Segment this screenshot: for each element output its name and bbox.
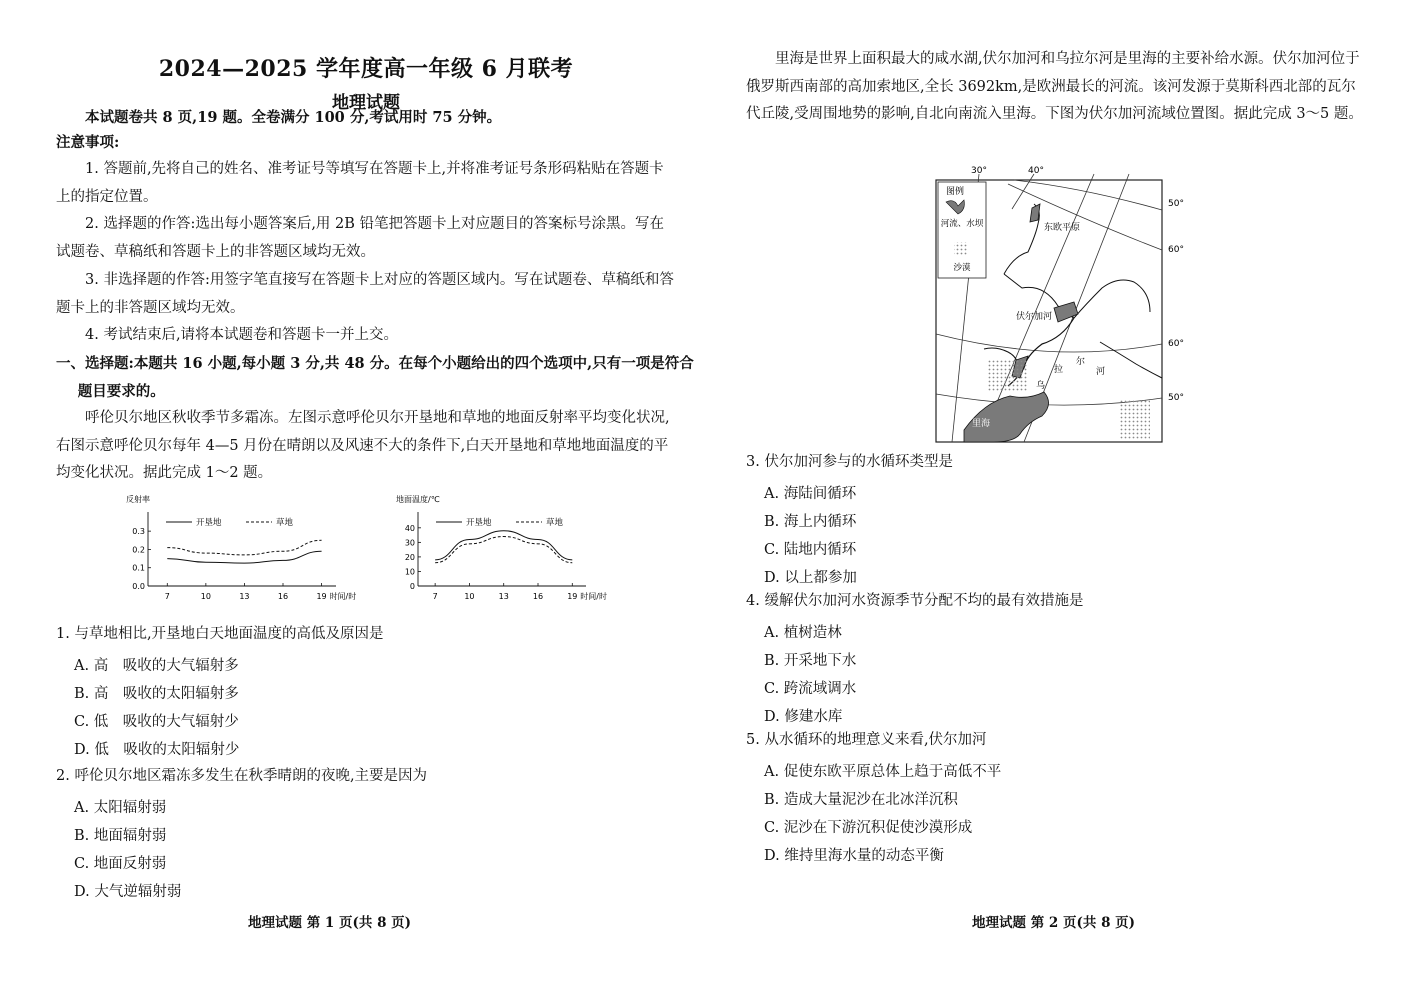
legend-desert-icon [954,242,968,256]
label-caspian-sea: 里海 [972,419,991,429]
lon-label-40: 40° [1028,166,1044,176]
q5-option-b: B. 造成大量泥沙在北冰洋沉积 [764,792,958,808]
x-tick-label: 10 [464,592,475,601]
q5-option-c: C. 泥沙在下游沉积促使沙漠形成 [764,820,973,836]
lat-label-2: 60° [1168,245,1184,255]
x-tick-label: 16 [532,592,544,601]
q2-option-c: C. 地面反射弱 [74,856,167,872]
y-tick-label: 10 [404,567,415,577]
ground-temp-chart [390,492,610,616]
notice-4: 4. 考试结束后,请将本试题卷和答题卡一并上交。 [85,327,399,343]
q1-stem: 1. 与草地相比,开垦地白天地面温度的高低及原因是 [56,626,384,642]
label-ural-2: 尔 [1076,357,1086,367]
notice-3: 3. 非选择题的作答:用签字笔直接写在答题卡上对应的答题区域内。写在试题卷、草稿纸和答题卡上的非答题区域均无效。 [56,272,674,316]
label-east-european-plain: 东欧平原 [1044,223,1081,233]
q2-stem: 2. 呼伦贝尔地区霜冻多发生在秋季晴朗的夜晚,主要是因为 [56,768,428,784]
material-1-2: 呼伦贝尔地区秋收季节多霜冻。左图示意呼伦贝尔开垦地和草地的地面反射率平均变化状况,右图示意呼伦贝尔每年 4—5 月份在晴朗以及风速不大的条件下,白天开垦地和草地地面温度的平均变化状况。据此完成 1～2 题。 [56,410,670,481]
y-tick-label: 0 [409,582,415,591]
desert-area-1 [988,360,1028,392]
ground-temp-chart-svg [390,492,610,612]
volga-map-svg [924,164,1194,446]
q5-option-a: A. 促使东欧平原总体上趋于高低不平 [764,764,1002,780]
exam-intro: 本试题卷共 8 页,19 题。全卷满分 100 分,考试用时 75 分钟。 [85,109,502,126]
x-tick-label: 7 [164,592,170,601]
q1-option-c: C. 低 吸收的大气辐射少 [74,714,239,730]
y-tick-label: 40 [404,523,415,533]
q5-option-d: D. 维持里海水量的动态平衡 [764,848,944,864]
x-tick-label: 16 [277,592,289,601]
q4-stem: 4. 缓解伏尔加河水资源季节分配不均的最有效措施是 [746,593,1084,609]
series-line-1 [167,540,321,555]
exam-title: 2024—2025 学年度高一年级 6 月联考 [158,56,574,82]
q3-option-a: A. 海陆间循环 [764,486,857,502]
lat-label-4: 50° [1168,393,1184,403]
lat-label-3: 60° [1168,339,1184,349]
q5-stem: 5. 从水循环的地理意义来看,伏尔加河 [746,732,987,748]
series-line-1 [435,537,572,563]
legend-desert-label: 沙漠 [953,263,971,273]
page-2-footer: 地理试题 第 2 页(共 8 页) [972,915,1136,931]
label-wu: 乌 [1036,381,1046,391]
series-line-0 [167,551,321,563]
y-tick-label: 30 [404,538,415,548]
legend-label-1: 草地 [276,518,294,528]
q1-option-a: A. 高 吸收的大气辐射多 [74,658,239,674]
section-heading: 一、选择题:本题共 16 小题,每小题 3 分,共 48 分。在每个小题给出的四个选项中,只有一项是符合题目要求的。 [56,355,694,400]
legend-label-0: 开垦地 [466,518,492,528]
material-3-5: 里海是世界上面积最大的咸水湖,伏尔加河和乌拉尔河是里海的主要补给水源。伏尔加河位于俄罗斯西南部的高加索地区,全长 3692km,是欧洲最长的河流。该河发源于莫斯科西北部的瓦尔代丘陵,受周围地势的影响,自北向南流入里海。下图为伏尔加河流域位置图。据此完成 3～5 题。 [746,51,1363,122]
x-tick-label: 7 [432,592,438,601]
q2-option-a: A. 太阳辐射弱 [74,800,167,816]
y-tick-label: 0.0 [132,582,145,591]
volga-basin-map [924,164,1194,450]
notice-2: 2. 选择题的作答:选出每小题答案后,用 2B 铅笔把答题卡上对应题目的答案标号涂黑。写在试题卷、草稿纸和答题卡上的非答题区域均无效。 [56,216,665,260]
q4-option-c: C. 跨流域调水 [764,681,857,697]
x-axis-label: 时间/时 [329,592,357,601]
x-tick-label: 19 [316,592,327,601]
q3-stem: 3. 伏尔加河参与的水循环类型是 [746,454,953,470]
q1-option-d: D. 低 吸收的太阳辐射少 [74,742,240,758]
y-tick-label: 0.1 [132,563,145,573]
y-tick-label: 20 [404,552,415,562]
series-line-0 [435,531,572,560]
notice-1: 1. 答题前,先将自己的姓名、准考证号等填写在答题卡上,并将准考证号条形码粘贴在答题卡上的指定位置。 [56,161,664,205]
q2-option-d: D. 大气逆辐射弱 [74,884,182,900]
reflectance-chart [120,492,360,616]
y-tick-label: 0.2 [132,545,145,555]
q1-option-b: B. 高 吸收的太阳辐射多 [74,686,239,702]
y-axis-label: 反射率 [126,495,150,504]
exam-subtitle: 地理试题 [332,93,400,113]
lat-label-1: 50° [1168,199,1184,209]
y-tick-label: 0.3 [132,527,145,537]
x-tick-label: 19 [567,592,578,601]
reflectance-chart-svg [120,492,360,612]
q3-option-b: B. 海上内循环 [764,514,857,530]
desert-area-2 [1120,400,1150,440]
legend-title: 图例 [946,187,965,197]
lon-label-30: 30° [971,166,987,176]
page-1-footer: 地理试题 第 1 页(共 8 页) [248,915,412,931]
q4-option-b: B. 开采地下水 [764,653,857,669]
legend-label-0: 开垦地 [196,518,222,528]
q2-option-b: B. 地面辐射弱 [74,828,167,844]
y-axis-label: 地面温度/℃ [396,495,440,504]
x-axis-label: 时间/时 [580,592,607,601]
label-volga-river: 伏尔加河 [1016,312,1053,322]
label-ural-1: 拉 [1054,365,1064,375]
legend-label-1: 草地 [546,518,564,528]
x-tick-label: 13 [239,592,250,601]
x-tick-label: 10 [200,592,211,601]
q4-option-d: D. 修建水库 [764,709,843,725]
q4-option-a: A. 植树造林 [764,625,842,641]
q3-option-d: D. 以上都参加 [764,570,857,586]
legend-river-label: 河流、水坝 [940,219,984,229]
x-tick-label: 13 [498,592,509,601]
q3-option-c: C. 陆地内循环 [764,542,857,558]
notice-heading: 注意事项: [56,134,120,151]
label-ural-3: 河 [1096,367,1106,377]
